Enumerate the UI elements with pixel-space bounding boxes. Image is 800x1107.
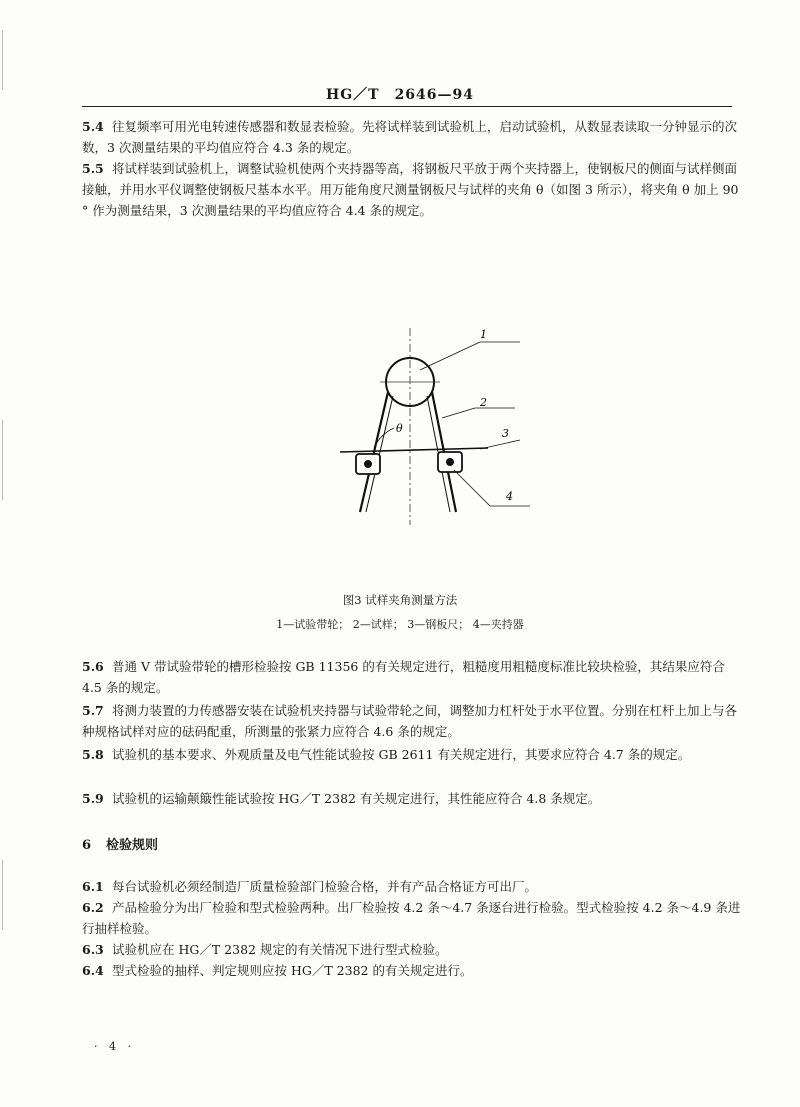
clause-number: 5.5 <box>82 161 104 176</box>
steel-ruler <box>340 448 488 452</box>
scan-edge-mark <box>2 860 3 930</box>
figure-title: 图3 试样夹角测量方法 <box>342 593 458 607</box>
clause-5-8 <box>82 744 742 765</box>
clause-number: 6.2 <box>82 900 104 915</box>
section-title: 检验规则 <box>106 838 159 853</box>
clause-number: 6.4 <box>82 963 104 978</box>
leader-1 <box>420 342 480 370</box>
clause-6-1 <box>82 876 742 897</box>
clause-number: 5.4 <box>82 119 104 134</box>
clause-text: 将试样装到试验机上，调整试验机使两个夹持器等高，将钢板尺平放于两个夹持器上，使钢板尺的侧面与试样侧面接触，并用水平仪调整使钢板尺基本水平。用万能角度尺测量钢板尺与试样的夹角 θ（如图 3 所示），将夹角 θ 加上 90 ° 作为测量结果，3 次测量结果的平均值应符合 4.4 条的规定。 <box>82 161 739 218</box>
clause-text: 试验机的运输颠簸性能试验按 HG／T 2382 有关规定进行，其性能应符合 4.8 条规定。 <box>112 791 601 806</box>
clause-6-3 <box>82 939 742 960</box>
clause-text: 产品检验分为出厂检验和型式检验两种。出厂检验按 4.2 条～4.7 条逐台进行检验。型式检验按 4.2 条～4.9 条进行抽样检验。 <box>82 900 741 936</box>
label-1: 1 <box>480 328 487 341</box>
clause-text: 往复频率可用光电转速传感器和数显表检验。先将试样装到试验机上，启动试验机，从数显表读取一分钟显示的次数，3 次测量结果的平均值应符合 4.3 条的规定。 <box>82 119 738 155</box>
page-number: · 4 · <box>94 1040 135 1053</box>
standard-code-header: HG／T 2646—94 <box>325 87 475 103</box>
figure-3-diagram <box>330 320 550 540</box>
leader-4 <box>454 470 490 506</box>
leader-2 <box>442 408 475 418</box>
clause-number: 5.8 <box>82 747 104 762</box>
label-4: 4 <box>506 490 513 503</box>
clause-5-7 <box>82 700 742 742</box>
clause-5-9 <box>82 788 742 809</box>
clause-text: 将测力装置的力传感器安装在试验机夹持器与试验带轮之间，调整加力杠杆处于水平位置。分别在杠杆上加上与各种规格试样对应的砝码配重，所测量的张紧力应符合 4.6 条的规定。 <box>82 703 738 739</box>
clamp-left-bolt <box>364 460 372 468</box>
figure-legend: 1—试验带轮； 2—试样； 3—钢板尺； 4—夹持器 <box>276 618 524 631</box>
header-rule <box>82 106 732 107</box>
clause-6-2 <box>82 897 742 939</box>
clause-number: 6.3 <box>82 942 104 957</box>
label-3: 3 <box>502 427 509 440</box>
section-number: 6 <box>82 838 92 853</box>
clause-text: 普通 V 带试验带轮的槽形检验按 GB 11356 的有关规定进行，粗糙度用粗糙度标准比较块检验，其结果应符合 4.5 条的规定。 <box>82 659 725 695</box>
theta-label: θ <box>396 422 403 435</box>
clause-number: 5.6 <box>82 659 104 674</box>
clause-5-6 <box>82 656 742 698</box>
clamp-right-bolt <box>446 458 454 466</box>
clause-text: 型式检验的抽样、判定规则应按 HG／T 2382 的有关规定进行。 <box>112 963 473 978</box>
clause-text: 每台试验机必须经制造厂质量检验部门检验合格，并有产品合格证方可出厂。 <box>112 879 538 894</box>
clause-number: 5.9 <box>82 791 104 806</box>
scan-edge-mark <box>2 30 3 90</box>
leader-3 <box>480 440 520 449</box>
scan-edge-mark <box>2 420 3 500</box>
clause-text: 试验机应在 HG／T 2382 规定的有关情况下进行型式检验。 <box>112 942 448 957</box>
label-2: 2 <box>480 396 487 409</box>
clause-5-4 <box>82 116 742 158</box>
section-6-heading <box>82 834 158 853</box>
clause-5-5 <box>82 158 742 221</box>
clause-6-4 <box>82 960 742 981</box>
clause-text: 试验机的基本要求、外观质量及电气性能试验按 GB 2611 有关规定进行，其要求应符合 4.7 条的规定。 <box>112 747 691 762</box>
clause-number: 5.7 <box>82 703 104 718</box>
clause-number: 6.1 <box>82 879 104 894</box>
